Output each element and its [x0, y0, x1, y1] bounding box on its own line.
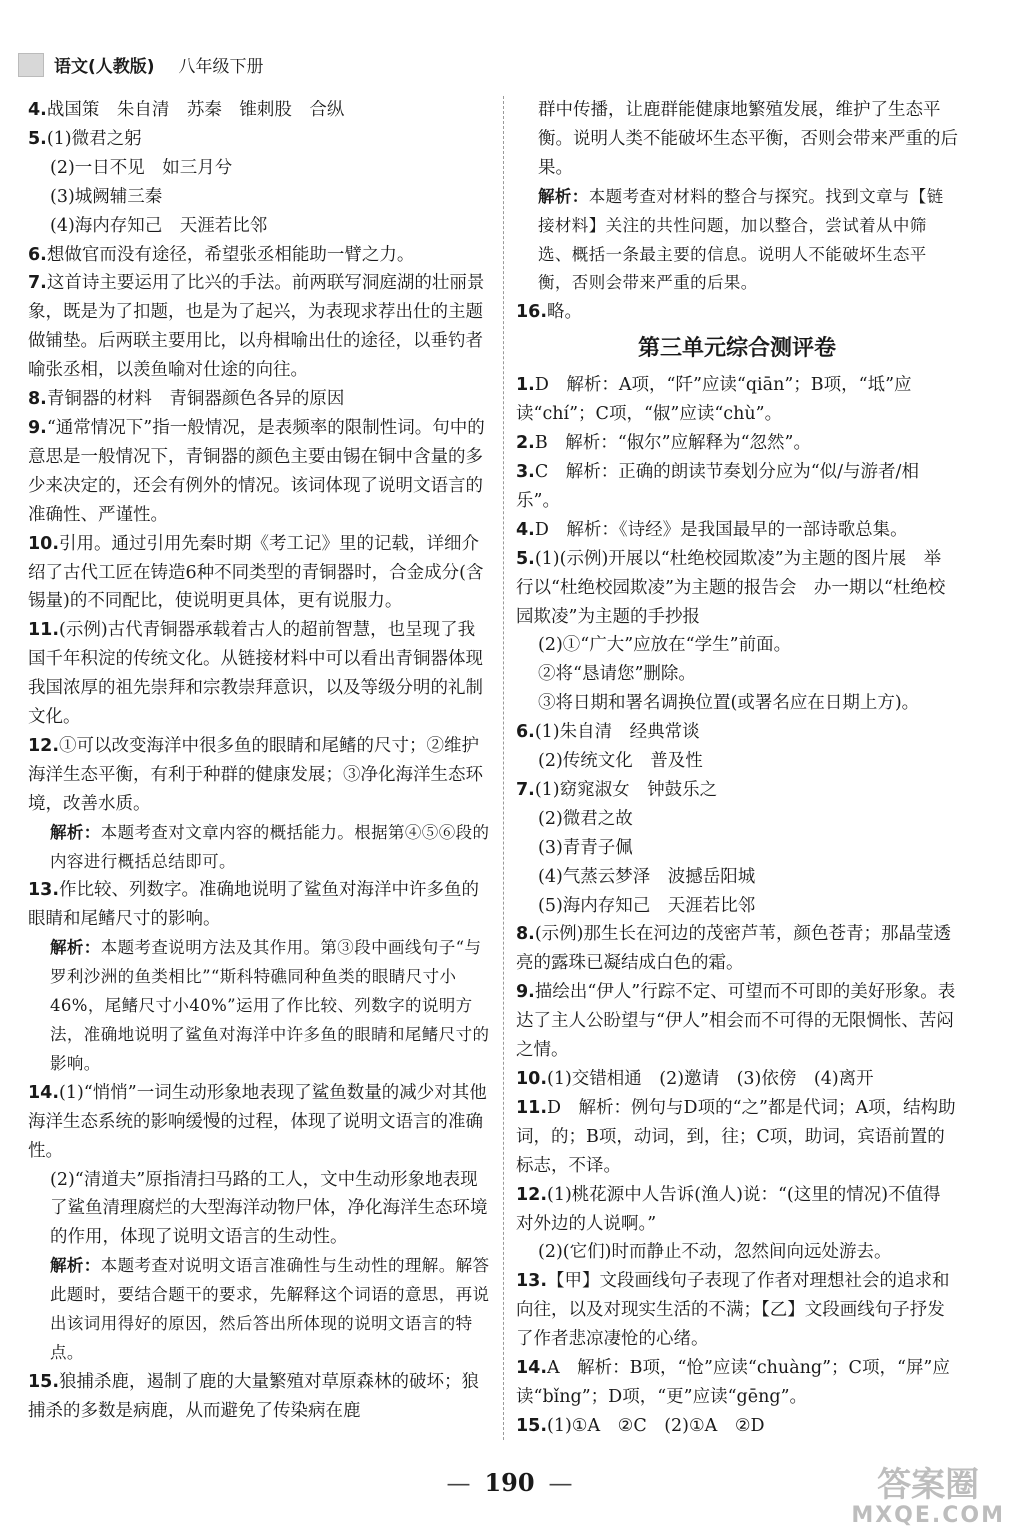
question-number: 1.: [516, 375, 535, 396]
answer-item: [516, 776, 958, 805]
answer-text: (1)朱自清 经典常谈: [534, 722, 700, 743]
answer-text: (示例)那生长在河边的茂密芦苇，颜色苍青；那晶莹透亮的露珠已凝结成白色的霜。: [516, 924, 951, 974]
answer-text: 作比较、列数字。准确地说明了鲨鱼对海洋中许多鱼的眼睛和尾鳍尺寸的影响。: [28, 880, 480, 930]
answer-text: (1)“悄悄”一词生动形象地表现了鲨鱼数量的减少对其他海洋生态系统的影响缓慢的过程，体现了说明文语言的准确性。: [28, 1082, 487, 1161]
question-number: 9.: [516, 982, 535, 1003]
answer-item: [516, 660, 958, 689]
question-number: 14.: [516, 1358, 548, 1379]
answer-analysis: [28, 1252, 490, 1368]
question-number: 3.: [516, 461, 535, 482]
question-number: 8.: [28, 389, 47, 410]
answer-item: [516, 298, 958, 327]
answer-item: [516, 689, 958, 718]
answer-text: ③将日期和署名调换位置(或署名应在日期上方)。: [538, 693, 920, 714]
answer-item: [28, 154, 490, 183]
watermark-logo: 答案圈 MXQE.COM: [851, 1465, 1005, 1528]
answer-item: [28, 385, 490, 414]
answer-analysis: [28, 934, 490, 1079]
question-number: 7.: [516, 779, 535, 800]
grade-label: 八年级下册: [178, 57, 264, 77]
answer-item: [516, 1354, 958, 1412]
answer-item: [516, 96, 958, 183]
question-number: 5.: [28, 128, 47, 149]
question-number: 4.: [28, 100, 47, 120]
answer-text: (2)①“广大”应放在“学生”前面。: [538, 635, 792, 656]
answer-text: (2)(它们)时而静止不动，忽然间向远处游去。: [538, 1242, 892, 1263]
answer-item: [516, 429, 958, 458]
answer-text: (1)微君之躬: [46, 128, 142, 149]
question-number: 13.: [28, 880, 60, 901]
answer-item: [516, 978, 958, 1065]
answer-item: [516, 545, 958, 632]
answer-text: 战国策 朱自清 苏秦 锥刺股 合纵: [46, 100, 345, 120]
book-icon: [18, 53, 44, 77]
answer-text: 想做官而没有途径，希望张丞相能助一臂之力。: [46, 244, 415, 265]
answer-item: [516, 747, 958, 776]
analysis-label: 解析：: [538, 186, 589, 206]
answer-text: 本题考查对说明文语言准确性与生动性的理解。解答此题时，要结合题干的要求，先解释这个词语的意思，再说出该词用得好的原因，然后答出所体现的说明文语言的特点。: [50, 1256, 490, 1362]
answer-item: [516, 863, 958, 892]
analysis-label: 解析：: [50, 938, 101, 958]
question-number: 11.: [28, 620, 60, 641]
answer-text: ②将“恳请您”删除。: [538, 664, 696, 685]
answer-item: [516, 631, 958, 660]
question-number: 7.: [28, 273, 47, 294]
answer-item: [28, 241, 490, 270]
answer-item: [28, 616, 490, 732]
answer-item: [28, 1166, 490, 1253]
answer-item: [28, 183, 490, 212]
answer-text: (3)城阙辅三秦: [50, 186, 163, 207]
question-number: 9.: [28, 417, 47, 438]
answer-text: (2)微君之故: [538, 808, 633, 829]
answer-text: D 解析：A项，“阡”应读“qiān”；B项，“坻”应读“chí”；C项，“俶”应读“chù”。: [516, 375, 912, 425]
answer-item: [516, 1065, 958, 1094]
answer-text: 本题考查说明方法及其作用。第③段中画线句子“与罗利沙洲的鱼类相比”“斯科特礁同种鱼类的眼睛尺寸小46%，尾鳍尺寸小40%”运用了作比较、列数字的说明方法，准确地说明了鲨鱼对海洋中许多鱼的眼睛和尾鳍尺寸的影响。: [50, 938, 490, 1073]
column-divider: [503, 96, 504, 1440]
answer-item: [28, 530, 490, 617]
answer-item: [28, 732, 490, 819]
answer-text: 本题考查对材料的整合与探究。找到文章与【链接材料】关注的共性问题，加以整合，尝试着从中筛选、概括一条最主要的信息。说明人不能破坏生态平衡，否则会带来严重的后果。: [538, 186, 944, 293]
answer-text: D 解析：例句与D项的“之”都是代词；A项，结构助词，的；B项，动词，到，往；C项，助词，宾语前置的标志，不译。: [516, 1097, 956, 1176]
answer-item: [28, 414, 490, 530]
answer-item: [516, 1181, 958, 1239]
answer-item: [28, 125, 490, 154]
answer-item: [516, 1238, 958, 1267]
question-number: 6.: [516, 722, 535, 743]
question-number: 8.: [516, 924, 535, 945]
answer-item: [516, 718, 958, 747]
answer-item: [516, 834, 958, 863]
answer-item: [516, 371, 958, 429]
answer-item: [28, 876, 490, 934]
answer-text: 略。: [547, 302, 583, 323]
answer-text: (1)窈窕淑女 钟鼓乐之: [534, 779, 718, 800]
answer-item: [516, 892, 958, 921]
answer-item: [516, 458, 958, 516]
answer-text: 引用。通过引用先秦时期《考工记》里的记载，详细介绍了古代工匠在铸造6种不同类型的青铜器时，合金成分(含锡量)的不同配比，使说明更具体，更有说服力。: [28, 533, 484, 612]
answer-text: (2)一日不见 如三月兮: [50, 157, 233, 178]
answer-item: [516, 1267, 958, 1354]
answer-text: 描绘出“伊人”行踪不定、可望而不可即的美好形象。表达了主人公盼望与“伊人”相会而不可得的无限惆怅、苦闷之情。: [516, 982, 956, 1061]
question-number: 14.: [28, 1082, 60, 1103]
answer-item: [28, 1079, 490, 1166]
answer-item: [516, 1412, 958, 1441]
analysis-label: 解析：: [50, 1256, 101, 1276]
question-number: 12.: [516, 1184, 548, 1205]
answer-analysis: [516, 183, 958, 299]
subject-label: 语文(人教版): [54, 57, 155, 77]
answer-text: (2)“清道夫”原指清扫马路的工人，文中生动形象地表现了鲨鱼清理腐烂的大型海洋动物尸体，净化海洋生态环境的作用，体现了说明文语言的生动性。: [50, 1169, 488, 1248]
analysis-label: 解析：: [50, 822, 101, 842]
answer-text: 群中传播，让鹿群能健康地繁殖发展，维护了生态平衡。说明人类不能破坏生态平衡，否则会带来严重的后果。: [538, 100, 958, 178]
answer-text: (2)传统文化 普及性: [538, 751, 703, 772]
question-number: 15.: [28, 1371, 60, 1392]
question-number: 2.: [516, 433, 535, 454]
answer-text: (4)气蒸云梦泽 波撼岳阳城: [538, 866, 756, 887]
answer-item: [28, 212, 490, 241]
question-number: 10.: [28, 533, 60, 554]
answer-text: (3)青青子佩: [538, 837, 633, 858]
answer-text: (1)桃花源中人告诉(渔人)说：“(这里的情况)不值得对外边的人说啊。”: [516, 1184, 941, 1234]
question-number: 15.: [516, 1415, 548, 1436]
right-column: [516, 96, 958, 1441]
section-title: 第三单元综合测评卷: [637, 336, 836, 362]
answer-text: (1)①A ②C (2)①A ②D: [547, 1415, 765, 1436]
answer-text: B 解析：“俶尔”应解释为“忽然”。: [534, 433, 811, 454]
answer-text: (1)交错相通 (2)邀请 (3)依傍 (4)离开: [547, 1069, 874, 1089]
question-number: 16.: [516, 302, 548, 323]
question-number: 12.: [28, 735, 60, 756]
page-number: — 190 —: [446, 1468, 573, 1497]
answer-text: A 解析：B项，“怆”应读“chuàng”；C项，“屏”应读“bǐng”；D项，“更”应读“gēng”。: [516, 1358, 950, 1407]
question-number: 13.: [516, 1271, 548, 1292]
question-number: 5.: [516, 548, 535, 569]
answer-item: [28, 269, 490, 385]
answer-text: (示例)古代青铜器承载着古人的超前智慧，也呈现了我国千年积淀的传统文化。从链接材料中可以看出青铜器体现我国浓厚的祖先崇拜和宗教崇拜意识，以及等级分明的礼制文化。: [28, 620, 483, 728]
answer-item: [516, 1094, 958, 1181]
answer-text: 青铜器的材料 青铜器颜色各异的原因: [46, 389, 345, 410]
answer-text: C 解析：正确的朗读节奏划分应为“似/与游者/相乐”。: [516, 461, 919, 511]
answer-text: 本题考查对文章内容的概括能力。根据第④⑤⑥段的内容进行概括总结即可。: [50, 822, 490, 871]
question-number: 4.: [516, 519, 535, 540]
answer-analysis: [28, 819, 490, 877]
answer-text: 这首诗主要运用了比兴的手法。前两联写洞庭湖的壮丽景象，既是为了扣题，也是为了起兴，为表现求荐出仕的主题做铺垫。后两联主要用比，以舟楫喻出仕的途径，以垂钓者喻张丞相，以羡鱼喻对仕途的向往。: [28, 273, 485, 381]
answer-text: ①可以改变海洋中很多鱼的眼睛和尾鳍的尺寸；②维护海洋生态平衡，有利于种群的健康发展；③净化海洋生态环境，改善水质。: [28, 735, 483, 814]
answer-item: [516, 920, 958, 978]
question-number: 11.: [516, 1097, 548, 1118]
answer-item: [28, 1368, 490, 1426]
answer-item: [516, 516, 958, 545]
question-number: 6.: [28, 244, 47, 265]
answer-text: (1)(示例)开展以“杜绝校园欺凌”为主题的图片展 举行以“杜绝校园欺凌”为主题的报告会 办一期以“杜绝校园欺凌”为主题的手抄报: [516, 548, 946, 627]
left-column: [28, 96, 490, 1426]
answer-text: D 解析：《诗经》是我国最早的一部诗歌总集。: [534, 519, 908, 540]
answer-text: (4)海内存知己 天涯若比邻: [50, 215, 268, 236]
answer-item: [516, 805, 958, 834]
page-header: [18, 52, 264, 77]
answer-item: [28, 96, 490, 125]
question-number: 10.: [516, 1069, 548, 1089]
answer-text: 狼捕杀鹿，遏制了鹿的大量繁殖对草原森林的破坏；狼捕杀的多数是病鹿，从而避免了传染病在鹿: [28, 1371, 480, 1421]
answer-text: (5)海内存知己 天涯若比邻: [538, 895, 756, 916]
answer-text: “通常情况下”指一般情况，是表频率的限制性词。句中的意思是一般情况下，青铜器的颜色主要由锡在铜中含量的多少来决定的，还会有例外的情况。该词体现了说明文语言的准确性、严谨性。: [28, 417, 485, 525]
answer-text: 【甲】文段画线句子表现了作者对理想社会的追求和向往，以及对现实生活的不满；【乙】文段画线句子抒发了作者悲凉凄怆的心绪。: [516, 1271, 950, 1350]
